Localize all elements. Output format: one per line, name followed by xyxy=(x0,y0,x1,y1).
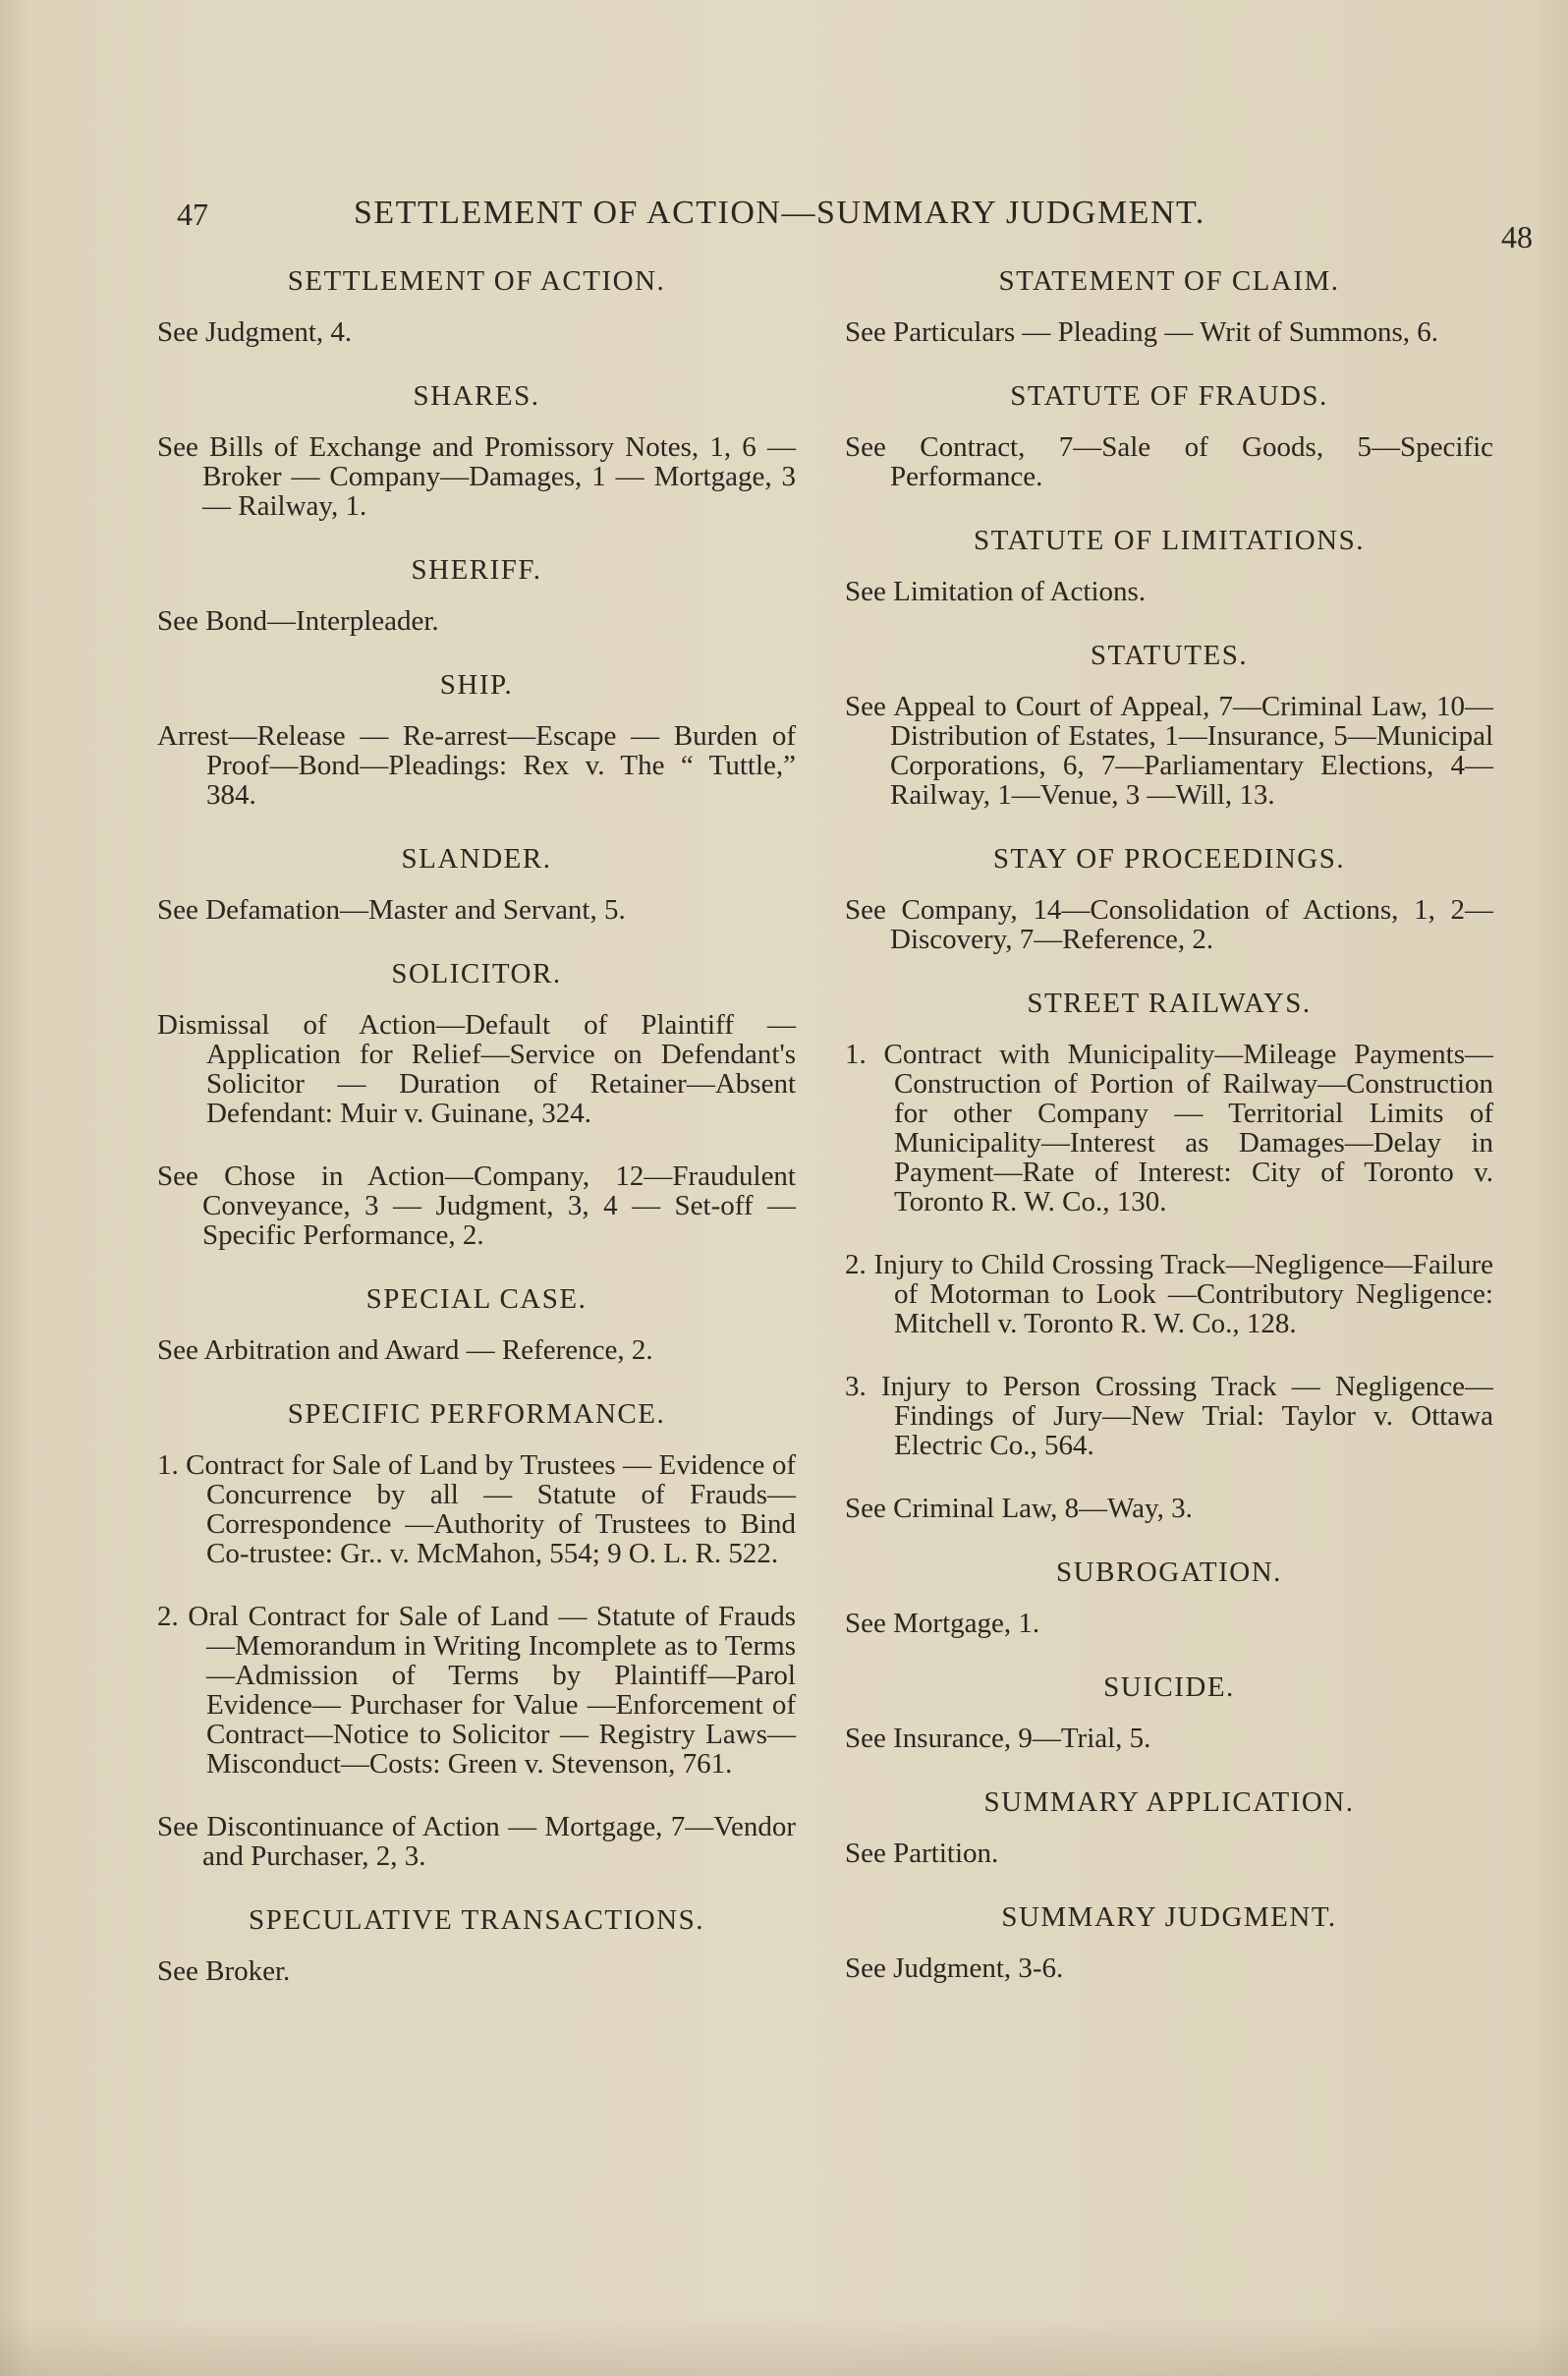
index-entry: See Criminal Law, 8—Way, 3. xyxy=(845,1493,1193,1524)
index-entry: See Judgment, 3-6. xyxy=(845,1952,1064,1984)
index-entry: See Contract, 7—Sale of Goods, 5—Specific Performance. xyxy=(845,431,1493,492)
section-heading: SHIP. xyxy=(439,669,514,701)
section-heading: SHERIFF. xyxy=(411,554,542,586)
section-heading: SUMMARY JUDGMENT. xyxy=(1001,1901,1337,1933)
index-section xyxy=(845,1556,1493,1638)
index-entry: See Company, 14—Consolidation of Actions, 1, 2—Discovery, 7—Reference, 2. xyxy=(845,894,1493,955)
index-entry: See Insurance, 9—Trial, 5. xyxy=(845,1723,1151,1754)
running-head xyxy=(177,192,1533,255)
index-section xyxy=(157,843,796,925)
index-entry: 3. Injury to Person Crossing Track — Negligence—Findings of Jury—New Trial: Taylor v. Ottawa Electric Co., 564. xyxy=(845,1371,1493,1461)
index-section xyxy=(157,554,796,636)
index-section xyxy=(157,1904,796,1986)
section-heading: STAY OF PROCEEDINGS. xyxy=(992,843,1346,875)
index-entry: See Arbitration and Award — Reference, 2. xyxy=(157,1334,653,1366)
index-entry: 1. Contract for Sale of Land by Trustees — Evidence of Concurrence by all — Statute of Frauds—Correspondence —Authority of Trustees to Bind Co-trustee: Gr.. v. McMahon, 554; 9 O. L. R. 522. xyxy=(157,1449,796,1569)
page-number-right: 48 xyxy=(1501,219,1533,255)
index-entry: 2. Oral Contract for Sale of Land — Statute of Frauds—Memorandum in Writing Incomplete as to Terms—Admission of Terms by Plaintiff—Parol Evidence— Purchaser for Value —Enforcement of Contract—Notice to Solicitor — Registry Laws—Misconduct—Costs: Green v. Stevenson, 761. xyxy=(157,1601,796,1780)
index-entry: See Limitation of Actions. xyxy=(845,576,1147,607)
index-entry: See Broker. xyxy=(157,1955,291,1987)
index-section xyxy=(157,1398,796,1871)
index-entry: Arrest—Release — Re-arrest—Escape — Burden of Proof—Bond—Pleadings: Rex v. The “ Tuttle,” 384. xyxy=(157,720,796,811)
index-entry: See Particulars — Pleading — Writ of Summons, 6. xyxy=(845,316,1439,348)
section-heading: SLANDER. xyxy=(401,843,552,875)
index-section xyxy=(845,640,1493,810)
section-heading: SPECULATIVE TRANSACTIONS. xyxy=(249,1904,704,1936)
index-section xyxy=(157,265,796,347)
page-shadow xyxy=(0,2317,1568,2376)
right-column xyxy=(845,265,1493,2016)
section-heading: SUBROGATION. xyxy=(1056,1556,1282,1588)
section-heading: SUMMARY APPLICATION. xyxy=(983,1786,1355,1818)
section-heading: SPECIFIC PERFORMANCE. xyxy=(287,1398,666,1430)
index-section xyxy=(845,525,1493,606)
index-section xyxy=(845,1786,1493,1868)
index-section xyxy=(157,1283,796,1365)
index-entry: See Mortgage, 1. xyxy=(845,1608,1040,1639)
section-heading: SOLICITOR. xyxy=(391,958,562,990)
section-heading: STATEMENT OF CLAIM. xyxy=(998,265,1340,297)
section-heading: SUICIDE. xyxy=(1103,1671,1235,1703)
index-section xyxy=(845,1901,1493,1983)
index-entry: See Appeal to Court of Appeal, 7—Criminal Law, 10—Distribution of Estates, 1—Insurance, 5—Municipal Corporations, 6, 7—Parliamentary Elections, 4—Railway, 1—Venue, 3 —Will, 13. xyxy=(845,691,1493,811)
index-entry: See Partition. xyxy=(845,1838,999,1869)
index-entry: See Judgment, 4. xyxy=(157,316,353,348)
index-entry: See Bond—Interpleader. xyxy=(157,605,439,637)
index-entry: Dismissal of Action—Default of Plaintiff —Application for Relief—Service on Defendant's Solicitor — Duration of Retainer—Absent Defendant: Muir v. Guinane, 324. xyxy=(157,1009,796,1129)
section-heading: STATUTES. xyxy=(1090,640,1249,671)
index-section xyxy=(845,265,1493,347)
index-section xyxy=(845,380,1493,491)
index-entry: See Discontinuance of Action — Mortgage, 7—Vendor and Purchaser, 2, 3. xyxy=(157,1811,796,1872)
section-heading: STREET RAILWAYS. xyxy=(1027,988,1312,1019)
running-title: SETTLEMENT OF ACTION—SUMMARY JUDGMENT. xyxy=(354,195,1205,231)
index-section xyxy=(845,988,1493,1523)
index-entry: See Bills of Exchange and Promissory Notes, 1, 6 — Broker — Company—Damages, 1 — Mortgage, 3 — Railway, 1. xyxy=(157,431,796,522)
section-heading: SPECIAL CASE. xyxy=(365,1283,588,1315)
index-section xyxy=(157,669,796,810)
index-entry: See Chose in Action—Company, 12—Fraudulent Conveyance, 3 — Judgment, 3, 4 — Set-off — Specific Performance, 2. xyxy=(157,1160,796,1251)
section-heading: STATUTE OF FRAUDS. xyxy=(1010,380,1328,412)
section-heading: SETTLEMENT OF ACTION. xyxy=(287,265,666,297)
section-heading: SHARES. xyxy=(413,380,540,412)
index-section xyxy=(845,1671,1493,1753)
index-section xyxy=(845,843,1493,954)
index-section xyxy=(157,958,796,1250)
index-entry: 1. Contract with Municipality—Mileage Payments—Construction of Portion of Railway—Construction for other Company — Territorial Limits of Municipality—Interest as Damages—Delay in Payment—Rate of Interest: City of Toronto v. Toronto R. W. Co., 130. xyxy=(845,1039,1493,1217)
page-number-left: 47 xyxy=(177,197,208,232)
left-column xyxy=(157,265,796,2019)
index-entry: 2. Injury to Child Crossing Track—Negligence—Failure of Motorman to Look —Contributory Negligence: Mitchell v. Toronto R. W. Co., 128. xyxy=(845,1249,1493,1339)
index-entry: See Defamation—Master and Servant, 5. xyxy=(157,894,626,926)
section-heading: STATUTE OF LIMITATIONS. xyxy=(974,525,1365,556)
index-section xyxy=(157,380,796,521)
